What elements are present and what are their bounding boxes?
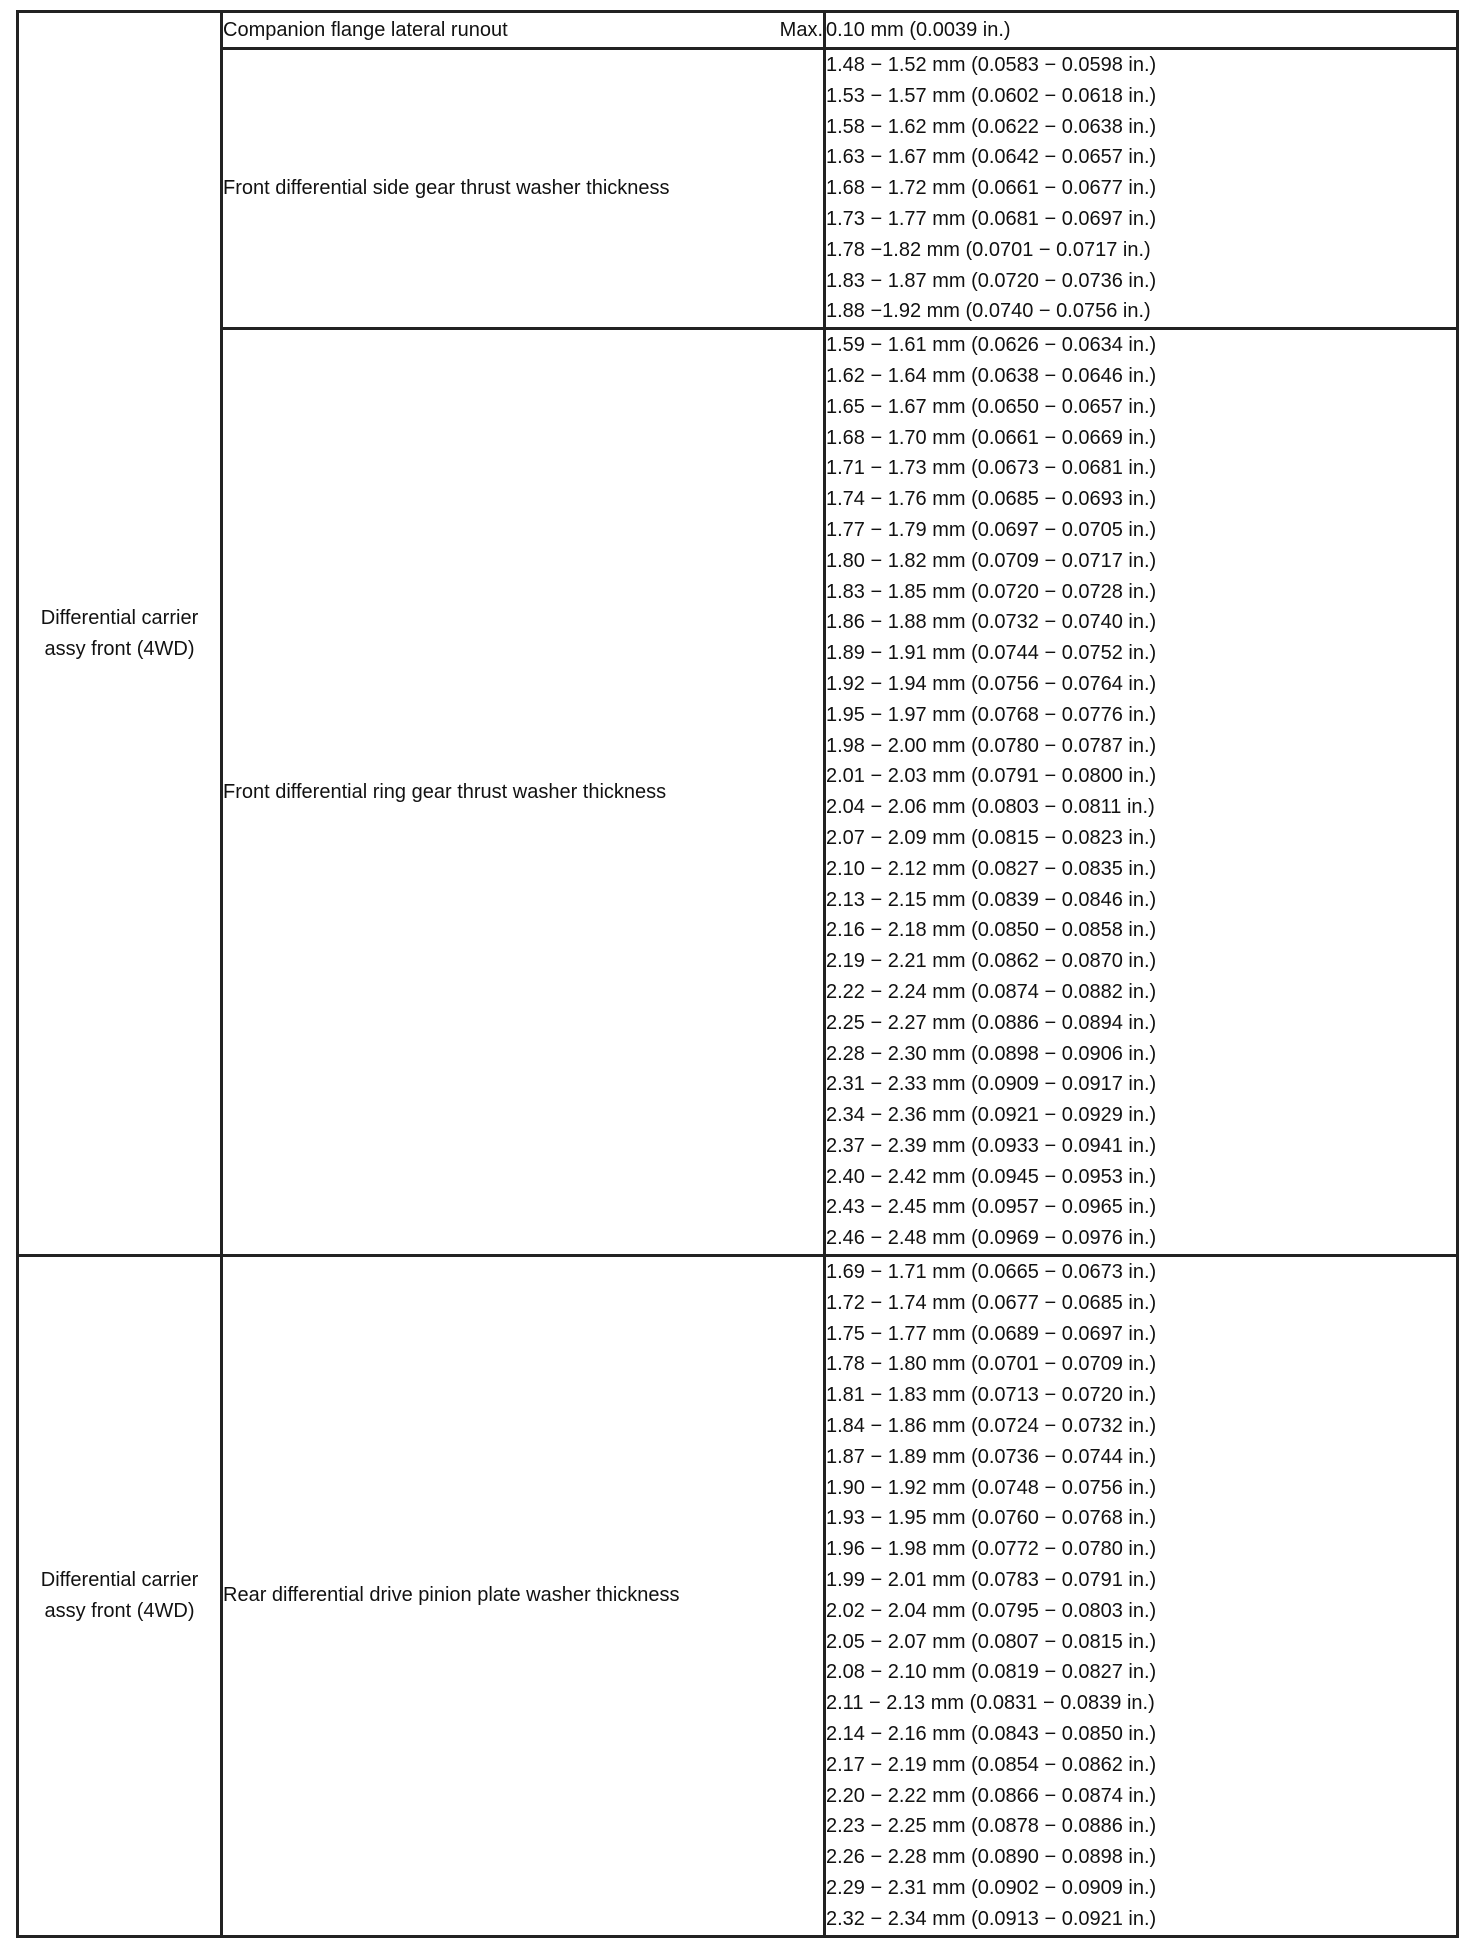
value-line: 1.68 − 1.70 mm (0.0661 − 0.0669 in.) — [826, 426, 1157, 449]
value-line: 2.37 − 2.39 mm (0.0933 − 0.0941 in.) — [826, 1134, 1157, 1157]
item-qualifier: Max. — [779, 18, 823, 41]
spec-table — [16, 10, 1459, 1938]
value-line: 1.72 − 1.74 mm (0.0677 − 0.0685 in.) — [826, 1291, 1157, 1314]
value-line: 1.78 − 1.80 mm (0.0701 − 0.0709 in.) — [826, 1353, 1157, 1376]
value-line: 0.10 mm (0.0039 in.) — [826, 18, 1011, 41]
value-line: 2.16 − 2.18 mm (0.0850 − 0.0858 in.) — [826, 919, 1157, 942]
value-line: 2.40 − 2.42 mm (0.0945 − 0.0953 in.) — [826, 1165, 1157, 1188]
value-line: 1.73 − 1.77 mm (0.0681 − 0.0697 in.) — [826, 207, 1157, 230]
value-line: 1.53 − 1.57 mm (0.0602 − 0.0618 in.) — [826, 84, 1157, 107]
value-line: 2.08 − 2.10 mm (0.0819 − 0.0827 in.) — [826, 1661, 1157, 1684]
value-line: 1.86 − 1.88 mm (0.0732 − 0.0740 in.) — [826, 611, 1157, 634]
value-line: 1.63 − 1.67 mm (0.0642 − 0.0657 in.) — [826, 146, 1157, 169]
value-line: 1.90 − 1.92 mm (0.0748 − 0.0756 in.) — [826, 1476, 1157, 1499]
item-label: Front differential side gear thrust washer thickness — [223, 177, 670, 200]
value-line: 1.89 − 1.91 mm (0.0744 − 0.0752 in.) — [826, 642, 1157, 665]
value-line: 1.98 − 2.00 mm (0.0780 − 0.0787 in.) — [826, 734, 1157, 757]
value-list — [825, 1256, 1458, 1937]
value-line: 2.43 − 2.45 mm (0.0957 − 0.0965 in.) — [826, 1196, 1157, 1219]
component-label: Differential carrier assy front (4WD) — [40, 606, 199, 660]
value-line: 1.74 − 1.76 mm (0.0685 − 0.0693 in.) — [826, 488, 1157, 511]
value-line: 2.17 − 2.19 mm (0.0854 − 0.0862 in.) — [826, 1753, 1157, 1776]
value-line: 1.68 − 1.72 mm (0.0661 − 0.0677 in.) — [826, 177, 1157, 200]
item-cell — [222, 329, 825, 1256]
value-line: 2.10 − 2.12 mm (0.0827 − 0.0835 in.) — [826, 857, 1157, 880]
value-line: 1.71 − 1.73 mm (0.0673 − 0.0681 in.) — [826, 457, 1157, 480]
value-line: 2.31 − 2.33 mm (0.0909 − 0.0917 in.) — [826, 1073, 1157, 1096]
value-line: 1.59 − 1.61 mm (0.0626 − 0.0634 in.) — [826, 334, 1157, 357]
value-line: 2.25 − 2.27 mm (0.0886 − 0.0894 in.) — [826, 1011, 1157, 1034]
item-cell — [222, 1256, 825, 1937]
value-line: 1.88 −1.92 mm (0.0740 − 0.0756 in.) — [826, 300, 1151, 323]
value-line: 2.11 − 2.13 mm (0.0831 − 0.0839 in.) — [826, 1692, 1155, 1715]
item-label: Rear differential drive pinion plate washer thickness — [223, 1584, 680, 1607]
spec-row-side-gear — [18, 49, 1458, 329]
value-line: 2.01 − 2.03 mm (0.0791 − 0.0800 in.) — [826, 765, 1157, 788]
value-line: 2.19 − 2.21 mm (0.0862 − 0.0870 in.) — [826, 950, 1157, 973]
value-line: 2.04 − 2.06 mm (0.0803 − 0.0811 in.) — [826, 796, 1155, 819]
value-line: 1.80 − 1.82 mm (0.0709 − 0.0717 in.) — [826, 549, 1157, 572]
value-line: 2.02 − 2.04 mm (0.0795 − 0.0803 in.) — [826, 1599, 1157, 1622]
value-line: 1.84 − 1.86 mm (0.0724 − 0.0732 in.) — [826, 1415, 1157, 1438]
value-line: 1.78 −1.82 mm (0.0701 − 0.0717 in.) — [826, 238, 1151, 261]
component-label: Differential carrier assy front (4WD) — [40, 1568, 199, 1622]
spec-row-pinion-plate — [18, 1256, 1458, 1937]
value-line: 2.14 − 2.16 mm (0.0843 − 0.0850 in.) — [826, 1723, 1157, 1746]
value-line: 1.81 − 1.83 mm (0.0713 − 0.0720 in.) — [826, 1384, 1157, 1407]
value-line: 2.23 − 2.25 mm (0.0878 − 0.0886 in.) — [826, 1815, 1157, 1838]
component-cell — [18, 1256, 222, 1937]
value-line: 2.07 − 2.09 mm (0.0815 − 0.0823 in.) — [826, 826, 1157, 849]
item-label: Front differential ring gear thrust washer thickness — [223, 780, 667, 803]
value-line: 2.13 − 2.15 mm (0.0839 − 0.0846 in.) — [826, 888, 1157, 911]
value-line: 1.77 − 1.79 mm (0.0697 − 0.0705 in.) — [826, 518, 1157, 541]
spec-row-ring-gear — [18, 329, 1458, 1256]
value-line: 1.92 − 1.94 mm (0.0756 − 0.0764 in.) — [826, 672, 1157, 695]
value-line: 2.26 − 2.28 mm (0.0890 − 0.0898 in.) — [826, 1846, 1157, 1869]
value-line: 1.58 − 1.62 mm (0.0622 − 0.0638 in.) — [826, 115, 1157, 138]
component-cell — [18, 12, 222, 1256]
value-line: 1.65 − 1.67 mm (0.0650 − 0.0657 in.) — [826, 395, 1157, 418]
value-line: 1.75 − 1.77 mm (0.0689 − 0.0697 in.) — [826, 1322, 1157, 1345]
value-line: 2.29 − 2.31 mm (0.0902 − 0.0909 in.) — [826, 1877, 1157, 1900]
value-line: 1.62 − 1.64 mm (0.0638 − 0.0646 in.) — [826, 364, 1157, 387]
value-line: 1.83 − 1.87 mm (0.0720 − 0.0736 in.) — [826, 269, 1157, 292]
item-label: Companion flange lateral runout — [223, 18, 508, 41]
item-cell — [222, 12, 825, 49]
value-line: 1.95 − 1.97 mm (0.0768 − 0.0776 in.) — [826, 703, 1157, 726]
value-line: 2.34 − 2.36 mm (0.0921 − 0.0929 in.) — [826, 1104, 1157, 1127]
value-line: 1.99 − 2.01 mm (0.0783 − 0.0791 in.) — [826, 1569, 1157, 1592]
value-line: 2.20 − 2.22 mm (0.0866 − 0.0874 in.) — [826, 1784, 1157, 1807]
value-line: 2.05 − 2.07 mm (0.0807 − 0.0815 in.) — [826, 1630, 1157, 1653]
value-line: 1.96 − 1.98 mm (0.0772 − 0.0780 in.) — [826, 1538, 1157, 1561]
value-line: 1.48 − 1.52 mm (0.0583 − 0.0598 in.) — [826, 54, 1157, 76]
value-line: 2.28 − 2.30 mm (0.0898 − 0.0906 in.) — [826, 1042, 1157, 1065]
value-line: 1.93 − 1.95 mm (0.0760 − 0.0768 in.) — [826, 1507, 1157, 1530]
value-line: 2.46 − 2.48 mm (0.0969 − 0.0976 in.) — [826, 1227, 1157, 1250]
value-line: 1.69 − 1.71 mm (0.0665 − 0.0673 in.) — [826, 1261, 1157, 1284]
value-cell — [825, 12, 1458, 49]
value-line: 1.83 − 1.85 mm (0.0720 − 0.0728 in.) — [826, 580, 1157, 603]
item-cell — [222, 49, 825, 329]
value-list — [825, 49, 1458, 329]
value-line: 2.22 − 2.24 mm (0.0874 − 0.0882 in.) — [826, 980, 1157, 1003]
spec-row-runout — [18, 12, 1458, 49]
value-line: 1.87 − 1.89 mm (0.0736 − 0.0744 in.) — [826, 1445, 1157, 1468]
value-list — [825, 329, 1458, 1256]
value-line: 2.32 − 2.34 mm (0.0913 − 0.0921 in.) — [826, 1907, 1157, 1930]
